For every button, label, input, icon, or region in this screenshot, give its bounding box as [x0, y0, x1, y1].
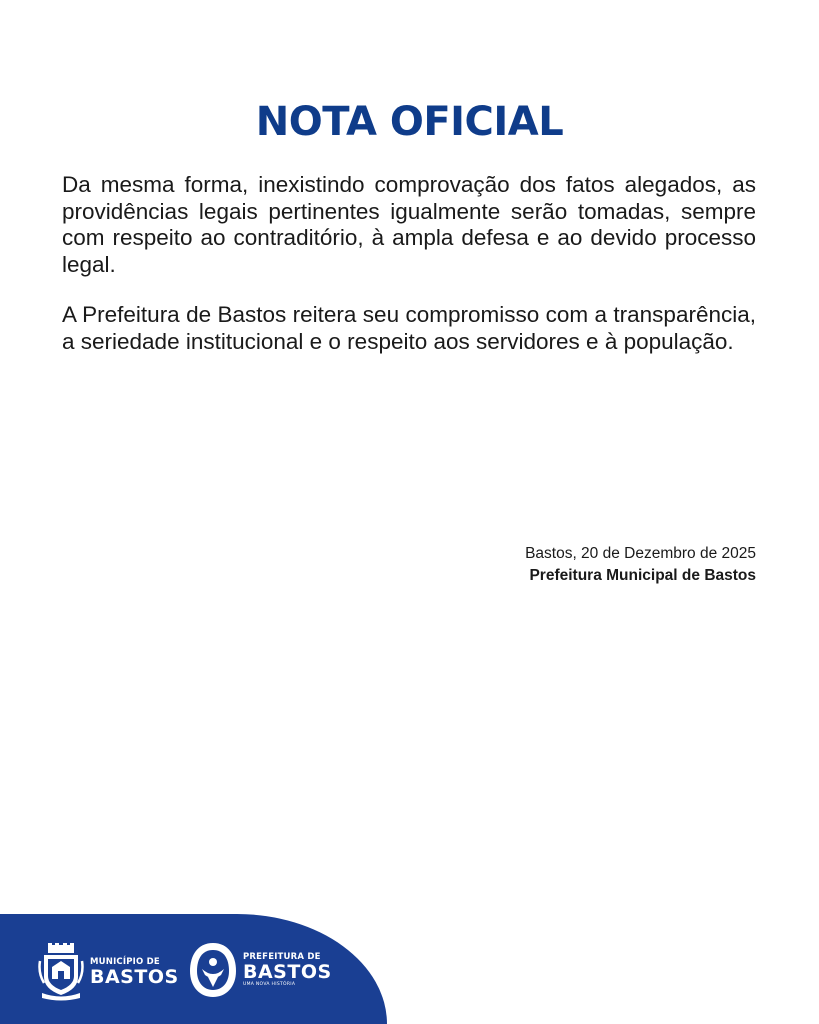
prefeitura-label: PREFEITURA DE	[243, 951, 321, 962]
prefeitura-emblem-icon	[188, 941, 238, 999]
prefeitura-name: BASTOS	[243, 960, 332, 983]
paragraph-1: Da mesma forma, inexistindo comprovação dos fatos alegados, as providências legais pertinentes igualmente serão tomadas, sempre com respeito ao contraditório, à ampla defesa e ao devido processo legal.	[62, 172, 756, 277]
municipio-logo	[38, 943, 179, 1001]
paragraph-2: A Prefeitura de Bastos reitera seu compromisso com a transparência, a seriedade institucional e o respeito aos servidores e à população.	[62, 302, 756, 354]
signature-place-date: Bastos, 20 de Dezembro de 2025	[525, 545, 756, 562]
footer-band	[0, 914, 387, 1024]
municipio-label: MUNICÍPIO DE	[90, 956, 160, 967]
page-title: NOTA OFICIAL	[255, 98, 564, 145]
signature-organization: Prefeitura Municipal de Bastos	[529, 567, 756, 584]
prefeitura-tagline: UMA NOVA HISTÓRIA	[243, 981, 296, 987]
signature-block	[525, 543, 756, 587]
prefeitura-logo	[188, 941, 332, 999]
municipio-name: BASTOS	[90, 965, 179, 988]
coat-of-arms-icon	[38, 943, 84, 1001]
